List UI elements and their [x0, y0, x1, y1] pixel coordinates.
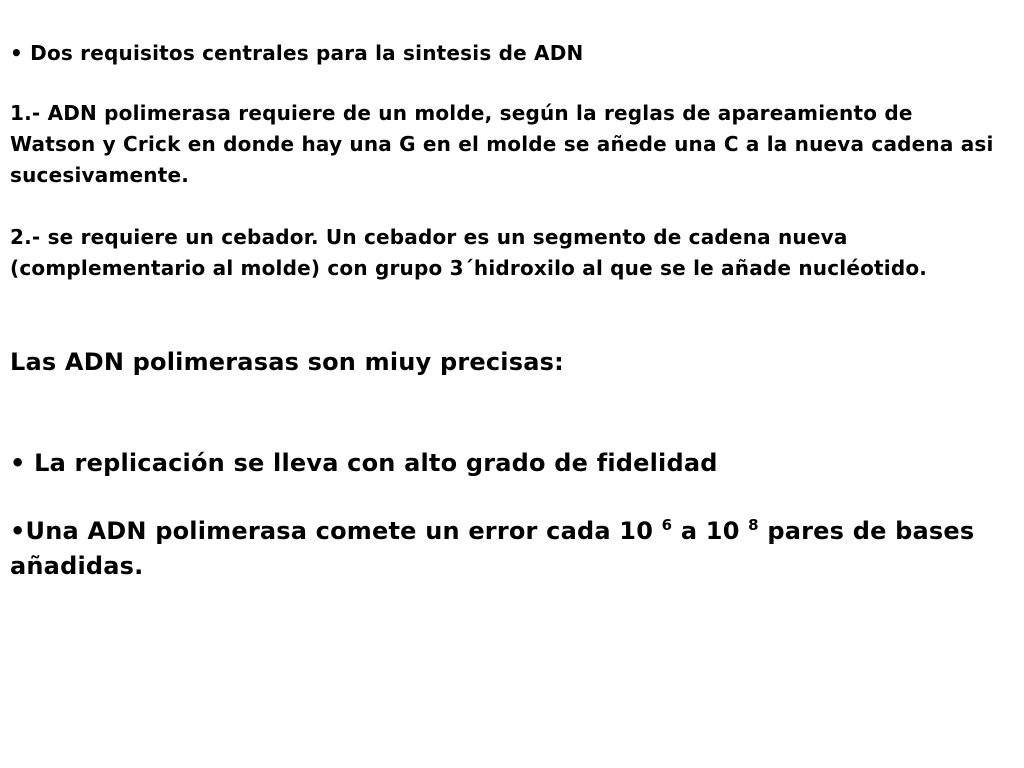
error-rate-exponent-2: 8 [748, 516, 759, 534]
fidelity-bullet [10, 446, 1004, 481]
requirements-heading [10, 38, 1004, 69]
error-rate-suffix: pares de bases añadidas. [10, 517, 975, 580]
bullet: • [10, 41, 23, 65]
error-rate-exponent-1: 6 [661, 516, 673, 534]
fidelity-bullet-text: La replicación se lleva con alto grado de fidelidad [34, 449, 718, 477]
precision-heading: Las ADN polimerasas son miuy precisas: [10, 348, 564, 376]
bullet: • [10, 449, 26, 477]
error-rate-prefix: Una ADN polimerasa comete un error cada 10 [25, 517, 662, 545]
error-rate-bullet [10, 514, 1004, 584]
bullet: • [10, 517, 26, 545]
requirements-heading-text: Dos requisitos centrales para la sintesis de ADN [30, 41, 584, 65]
error-rate-middle: a 10 [672, 517, 749, 545]
requirement-1: 1.- ADN polimerasa requiere de un molde, según la reglas de apareamiento de Watson y Crick en donde hay una G en el molde se añede una C a la nueva cadena asi sucesivamente. [10, 101, 994, 187]
requirement-2: 2.- se requiere un cebador. Un cebador es un segmento de cadena nueva (complementario al molde) con grupo 3´hidroxilo al que se le añade nucléotido. [10, 225, 928, 280]
